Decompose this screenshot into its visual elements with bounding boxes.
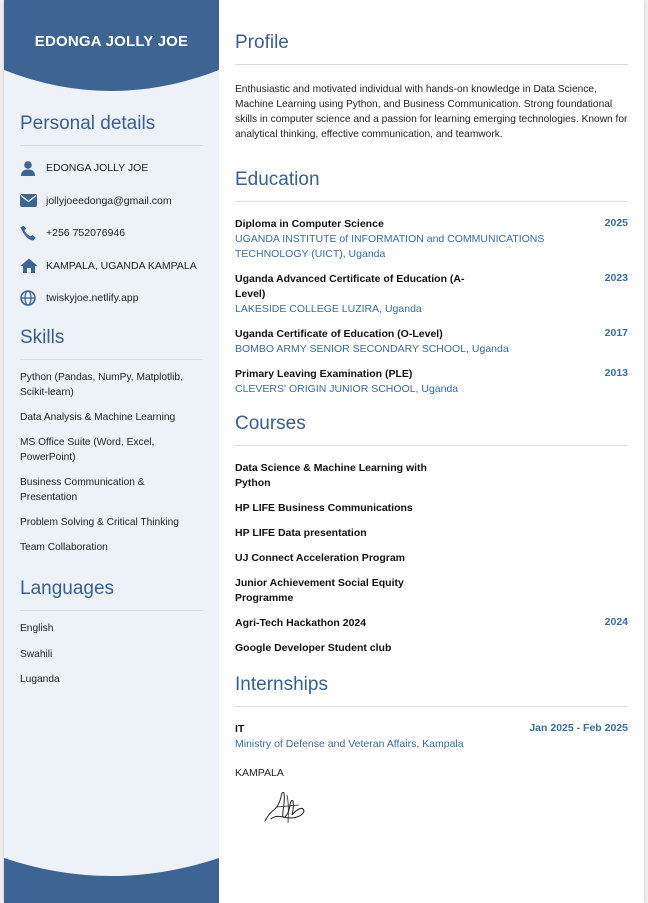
skills-section [20,327,203,565]
personal-details-heading: Personal details [20,113,203,146]
education-title: Uganda Certificate of Education (O-Level) [235,328,443,340]
detail-row-email [20,185,203,218]
skill-item: MS Office Suite (Word, Excel, PowerPoint) [20,437,155,463]
detail-row-website [20,282,203,315]
internship-org: Ministry of Defense and Veteran Affairs, Kampala [235,738,464,750]
envelope-icon [20,192,46,210]
skill-item: Python (Pandas, NumPy, Matplotlib, Scikit-learn) [20,372,183,398]
internships-section [235,674,628,762]
courses-heading: Courses [235,413,628,446]
education-entry [235,217,628,262]
phone-icon [20,224,46,242]
skills-heading: Skills [20,327,203,360]
detail-row-name [20,152,203,185]
course-title: Data Science & Machine Learning with Python [235,462,427,489]
course-title: Google Developer Student club [235,642,392,654]
globe-icon [20,289,46,307]
education-year: 2025 [604,217,628,229]
footer-section [235,767,628,827]
language-item: Swahili [20,648,53,660]
internship-title: IT [235,723,245,735]
course-year: 2024 [604,616,628,628]
education-school: BOMBO ARMY SENIOR SECONDARY SCHOOL, Uganda [235,343,509,355]
detail-name-text: EDONGA JOLLY JOE [46,162,149,175]
education-entry [235,327,628,357]
detail-email-text[interactable]: jollyjoeedonga@gmail.com [46,194,172,207]
resume-page [4,0,644,903]
detail-phone-text: +256 752076946 [46,227,126,240]
education-school: CLEVERS' ORIGIN JUNIOR SCHOOL, Uganda [235,383,459,395]
education-heading: Education [235,169,628,202]
course-entry [235,551,628,566]
education-entry [235,367,628,397]
education-year: 2023 [604,272,628,284]
course-title: UJ Connect Acceleration Program [235,552,405,564]
skill-item: Data Analysis & Machine Learning [20,412,176,423]
education-title: Primary Leaving Examination (PLE) [235,368,413,380]
internships-heading: Internships [235,674,628,707]
education-entry [235,272,628,317]
language-item: English [20,623,54,634]
skill-item: Business Communication & Presentation [20,477,145,503]
profile-heading: Profile [235,32,628,65]
signature-image [259,787,309,827]
signature-place: KAMPALA [235,767,284,779]
user-icon [20,159,46,177]
resume-name: EDONGA JOLLY JOE [34,33,189,50]
education-year: 2013 [604,367,628,379]
languages-section [20,578,203,698]
course-entry [235,576,628,606]
languages-heading: Languages [20,578,203,611]
course-title: HP LIFE Business Communications [235,502,413,514]
skill-item: Team Collaboration [20,542,108,553]
education-school: LAKESIDE COLLEGE LUZIRA, Uganda [235,303,422,315]
internship-dates: Jan 2025 - Feb 2025 [529,722,628,734]
skill-item: Problem Solving & Critical Thinking [20,517,179,528]
sidebar [4,0,219,903]
detail-address-text: KAMPALA, UGANDA KAMPALA [46,259,197,272]
course-entry [235,461,628,491]
internship-entry [235,722,628,752]
profile-section [235,32,628,142]
education-year: 2017 [604,327,628,339]
language-item: Luganda [20,674,60,686]
education-title: Diploma in Computer Science [235,218,384,230]
course-entry [235,641,628,656]
education-section [235,169,628,407]
course-entry [235,526,628,541]
detail-row-phone [20,217,203,250]
course-title: HP LIFE Data presentation [235,527,367,539]
profile-summary: Enthusiastic and motivated individual with hands-on knowledge in Data Science, Machine Learning using Python, and Business Communication. Strong foundational skills in computer science and a passion for learning emerging technologies. Known for analytical thinking, effective communication, and teamwork. [235,84,628,140]
course-title: Agri-Tech Hackathon 2024 [235,617,367,629]
sidebar-footer-banner [4,858,219,903]
home-icon [20,257,46,275]
course-entry [235,616,628,631]
course-entry [235,501,628,516]
education-school: UGANDA INSTITUTE of INFORMATION and COMMUNICATIONS TECHNOLOGY (UICT), Uganda [235,233,545,260]
detail-website-text[interactable]: twiskyjoe.netlify.app [46,292,139,305]
education-title: Uganda Advanced Certificate of Education (A-Level) [235,273,465,300]
courses-section [235,413,628,666]
course-title: Junior Achievement Social Equity Programme [235,577,404,604]
detail-row-address [20,250,203,283]
personal-details-section [20,113,203,315]
